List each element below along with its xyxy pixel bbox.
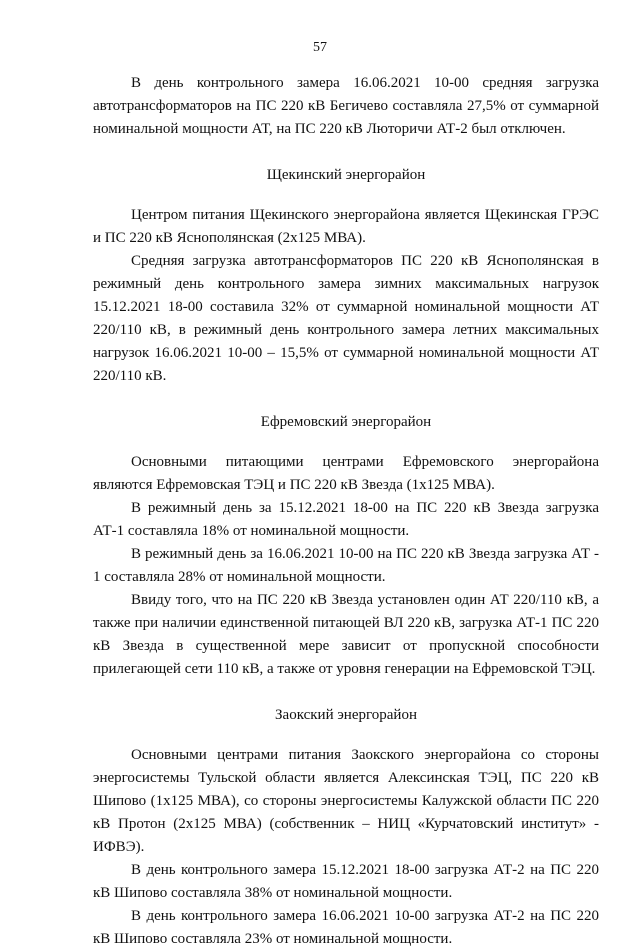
page-number: 57: [313, 40, 327, 55]
paragraph: Ввиду того, что на ПС 220 кВ Звезда установлен один АТ 220/110 кВ, а также при наличии единственной питающей ВЛ 220 кВ, загрузка АТ-1 ПС 220 кВ Звезда в существенной мере зависит от пропускной способности прилегающей сети 110 кВ, а также от уровня генерации на Ефремовской ТЭЦ.: [93, 592, 599, 677]
intro-paragraph: В день контрольного замера 16.06.2021 10-00 средняя загрузка автотрансформаторов на ПС 220 кВ Бегичево составляла 27,5% от суммарной номинальной мощности АТ, на ПС 220 кВ Люторичи АТ-2 был отключен.: [93, 75, 599, 137]
spacer: [93, 187, 599, 204]
spacer: [93, 434, 599, 451]
paragraph: Центром питания Щекинского энергорайона является Щекинская ГРЭС и ПС 220 кВ Яснополянская (2х125 МВА).: [93, 207, 599, 246]
paragraph: В день контрольного замера 16.06.2021 10-00 загрузка АТ-2 на ПС 220 кВ Шипово составляла 23% от номинальной мощности.: [93, 908, 599, 947]
section-heading: Щекинский энергорайон: [266, 167, 426, 183]
section-heading: Заокский энергорайон: [275, 707, 417, 723]
paragraph: В день контрольного замера 15.12.2021 18-00 загрузка АТ-2 на ПС 220 кВ Шипово составляла 38% от номинальной мощности.: [93, 862, 599, 901]
section-zaoksky: [93, 704, 599, 951]
paragraph: Основными центрами питания Заокского энергорайона со стороны энергосистемы Тульской области является Алексинская ТЭЦ, ПС 220 кВ Шипово (1х125 МВА), со стороны энергосистемы Калужской области ПС 220 кВ Протон (2х125 МВА) (собственник – НИЦ «Курчатовский институт» - ИФВЭ).: [93, 747, 599, 855]
section-heading: Ефремовский энергорайон: [260, 414, 432, 430]
paragraph: Основными питающими центрами Ефремовского энергорайона являются Ефремовская ТЭЦ и ПС 220 кВ Звезда (1х125 МВА).: [93, 454, 599, 493]
paragraph: Средняя загрузка автотрансформаторов ПС 220 кВ Яснополянская в режимный день контрольного замера зимних максимальных нагрузок 15.12.2021 18-00 составила 32% от суммарной номинальной мощности АТ 220/110 кВ, в режимный день контрольного замера летних максимальных нагрузок 16.06.2021 10-00 – 15,5% от суммарной номинальной мощности АТ 220/110 кВ.: [93, 253, 599, 384]
spacer: [93, 388, 599, 411]
page-content: [93, 72, 599, 951]
spacer: [93, 727, 599, 744]
section-shchekino: [93, 164, 599, 388]
paragraph: В режимный день за 16.06.2021 10-00 на ПС 220 кВ Звезда загрузка АТ - 1 составляла 28% от номинальной мощности.: [93, 546, 599, 585]
paragraph: В режимный день за 15.12.2021 18-00 на ПС 220 кВ Звезда загрузка АТ-1 составляла 18% от номинальной мощности.: [93, 500, 599, 539]
spacer: [93, 141, 599, 164]
section-efremov: [93, 411, 599, 681]
spacer: [93, 681, 599, 704]
